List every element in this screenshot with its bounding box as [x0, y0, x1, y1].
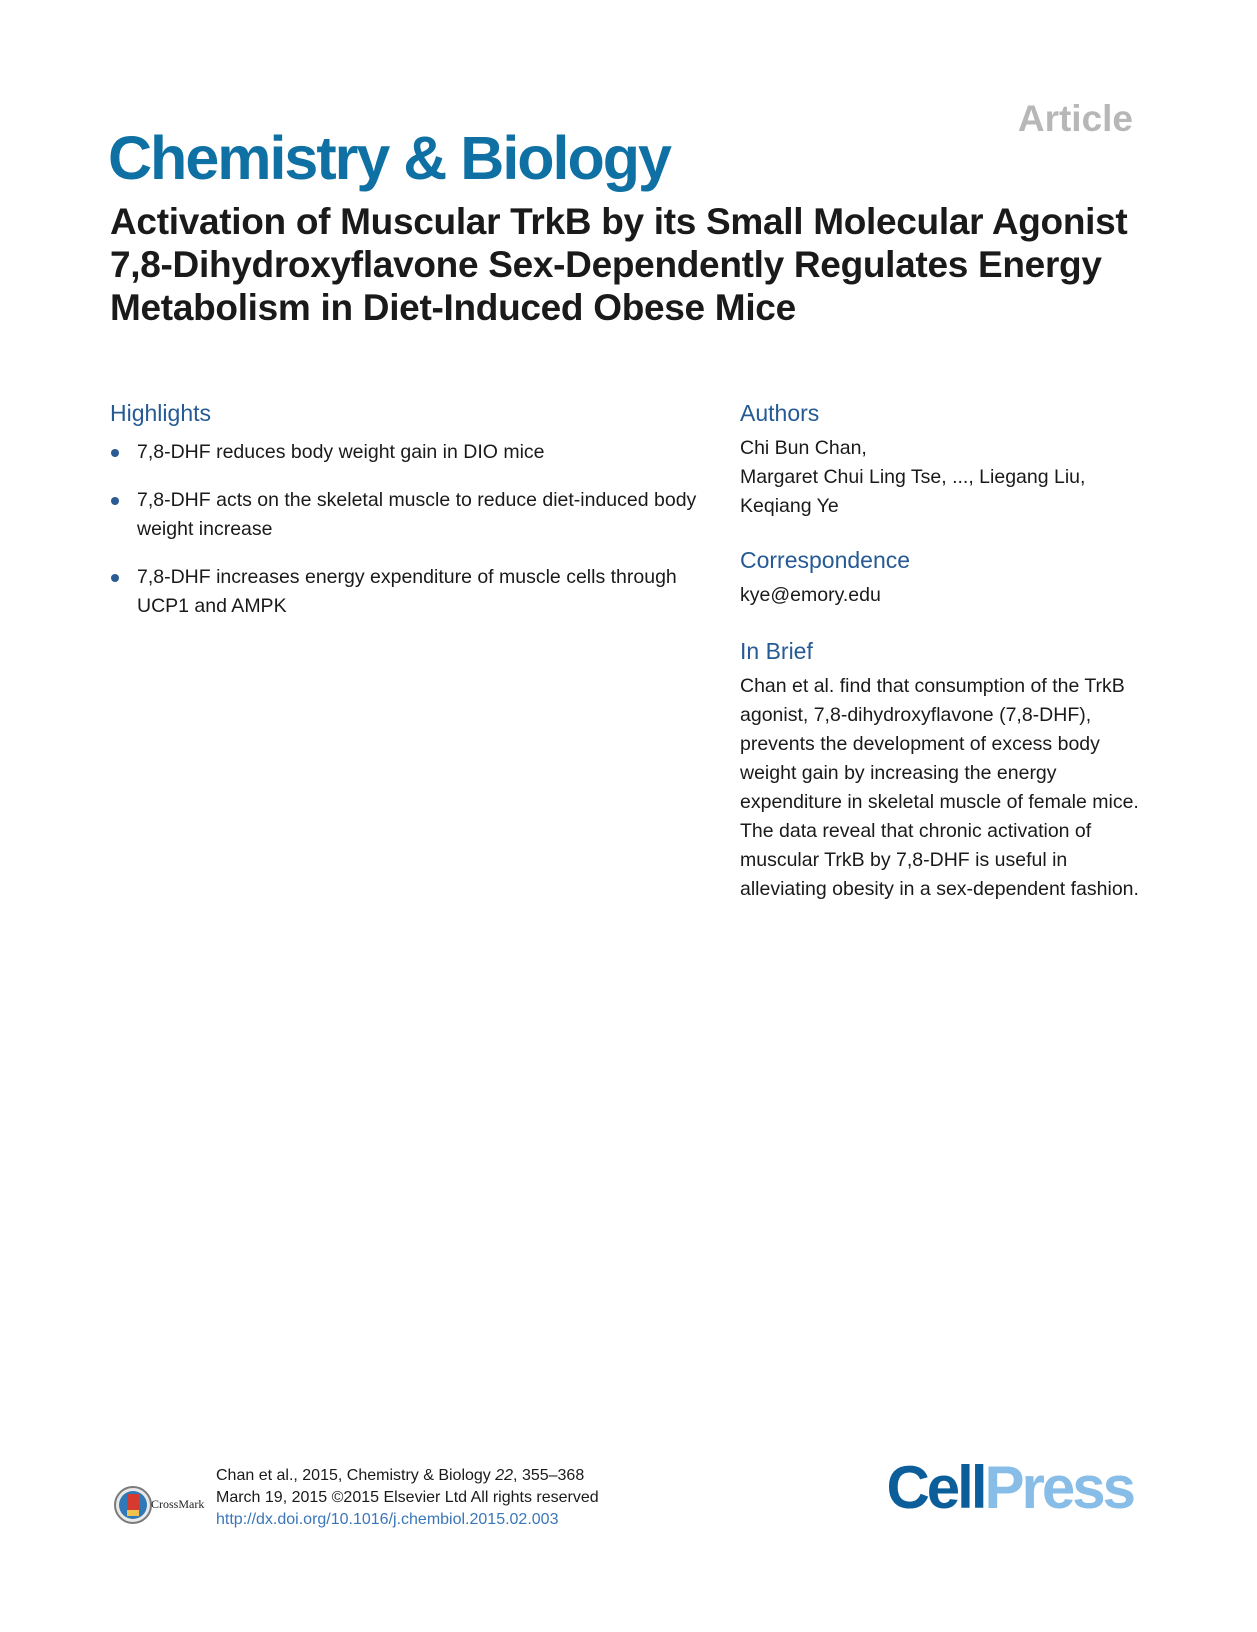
citation-volume: 22	[495, 1467, 514, 1484]
highlights-heading: Highlights	[110, 400, 211, 426]
in-brief-heading: In Brief	[740, 638, 813, 664]
author-line: Keqiang Ye	[740, 495, 839, 517]
crossmark-icon	[113, 1485, 153, 1525]
author-line: Margaret Chui Ling Tse, ..., Liegang Liu,	[740, 466, 1086, 488]
highlights-list	[110, 438, 710, 621]
citation-pages: , 355–368	[513, 1467, 585, 1484]
highlights-section	[110, 398, 710, 640]
crossmark-label: CrossMark	[151, 1497, 205, 1511]
logo-cell-text: Cell	[886, 1454, 985, 1521]
highlight-text: 7,8-DHF acts on the skeletal muscle to reduce diet-induced body weight increase	[137, 489, 697, 540]
highlight-item	[110, 563, 710, 621]
article-type-label: Article	[1017, 98, 1133, 139]
correspondence-email[interactable]: kye@emory.edu	[740, 584, 881, 606]
highlight-text: 7,8-DHF increases energy expenditure of muscle cells through UCP1 and AMPK	[137, 566, 677, 617]
correspondence-heading: Correspondence	[740, 547, 911, 573]
highlight-text: 7,8-DHF reduces body weight gain in DIO mice	[137, 441, 545, 463]
bullet-icon	[111, 449, 119, 457]
date-copyright-line: March 19, 2015 ©2015 Elsevier Ltd All rights reserved	[216, 1489, 599, 1506]
citation-prefix: Chan et al., 2015, Chemistry & Biology	[216, 1467, 496, 1484]
authors-list	[740, 434, 1140, 521]
logo-press-text: Press	[984, 1454, 1133, 1521]
cellpress-logo	[886, 1454, 1133, 1521]
citation-line	[216, 1465, 599, 1487]
bullet-icon	[111, 497, 119, 505]
paper-title: Activation of Muscular TrkB by its Small Molecular Agonist 7,8-Dihydroxyflavone Sex-Dependently Regulates Energy Metabolism in Diet-Induced Obese Mice	[110, 201, 1128, 328]
doi-link[interactable]: http://dx.doi.org/10.1016/j.chembiol.2015.02.003	[216, 1511, 559, 1528]
highlight-item	[110, 486, 710, 544]
summary-sidebar	[740, 398, 1140, 904]
bullet-icon	[111, 574, 119, 582]
journal-name: Chemistry & Biology	[108, 124, 670, 192]
author-line: Chi Bun Chan,	[740, 437, 867, 459]
in-brief-text: Chan et al. find that consumption of the TrkB agonist, 7,8-dihydroxyflavone (7,8-DHF), prevents the development of excess body weight gain by increasing the energy expenditure in skeletal muscle of female mice. The data reveal that chronic activation of muscular TrkB by 7,8-DHF is useful in alleviating obesity in a sex-dependent fashion.	[740, 675, 1139, 900]
authors-heading: Authors	[740, 400, 820, 426]
citation-block	[216, 1465, 599, 1531]
highlight-item	[110, 438, 710, 467]
